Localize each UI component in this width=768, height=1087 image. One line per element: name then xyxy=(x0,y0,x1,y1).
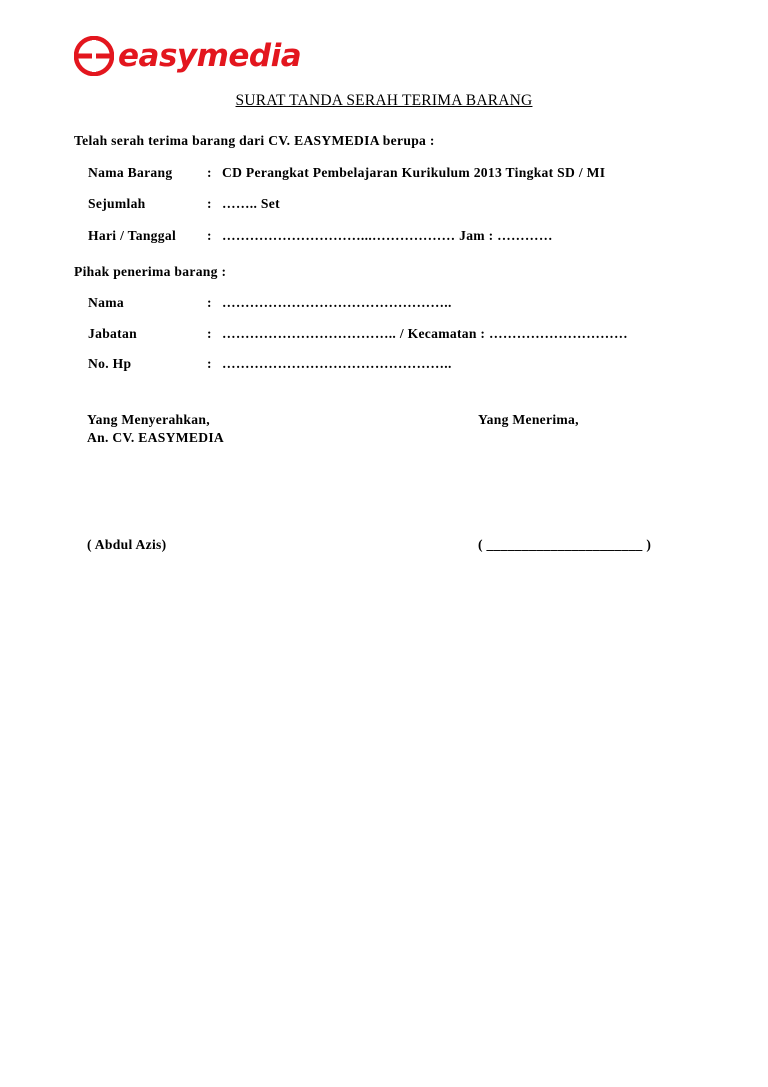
item-label: Sejumlah xyxy=(88,196,146,211)
receiver-value: ………………………………………….. xyxy=(222,356,452,371)
signature-right-role: Yang Menerima, xyxy=(478,412,579,427)
document-title: SURAT TANDA SERAH TERIMA BARANG xyxy=(235,92,533,109)
receiver-colon: : xyxy=(207,295,212,310)
receiver-colon: : xyxy=(207,356,212,371)
easymedia-logo-icon xyxy=(74,36,114,76)
item-label: Nama Barang xyxy=(88,165,173,180)
signature-left-name: ( Abdul Azis) xyxy=(87,537,167,552)
receiver-value: ………………………………………….. xyxy=(222,295,452,310)
receiver-heading: Pihak penerima barang : xyxy=(74,264,227,279)
item-row-nama-barang xyxy=(0,165,768,183)
item-label: Hari / Tanggal xyxy=(88,228,177,243)
signature-left-role: Yang Menyerahkan, xyxy=(87,412,210,427)
signature-left-org: An. CV. EASYMEDIA xyxy=(87,430,225,445)
item-colon: : xyxy=(207,196,212,211)
receiver-label: Jabatan xyxy=(88,326,137,341)
item-row-hari-tanggal xyxy=(0,228,768,246)
logo-text: easymedia xyxy=(118,37,302,74)
item-value: …………………………...……………… Jam : ………… xyxy=(222,228,553,243)
receiver-label: Nama xyxy=(88,295,124,310)
receiver-value: ……………………………….. / Kecamatan : ………………………… xyxy=(222,326,628,341)
item-value: …….. Set xyxy=(222,196,280,211)
item-value: CD Perangkat Pembelajaran Kurikulum 2013 Tingkat SD / MI xyxy=(222,165,606,180)
item-colon: : xyxy=(207,165,212,180)
receiver-row-jabatan xyxy=(0,326,768,344)
receiver-row-no-hp xyxy=(0,356,768,374)
item-colon: : xyxy=(207,228,212,243)
receiver-row-nama xyxy=(0,295,768,313)
signature-right-name: ( ______________________ ) xyxy=(478,537,652,552)
receiver-colon: : xyxy=(207,326,212,341)
company-logo xyxy=(74,36,301,76)
receiver-label: No. Hp xyxy=(88,356,132,371)
intro-text: Telah serah terima barang dari CV. EASYMEDIA berupa : xyxy=(74,133,435,148)
item-row-sejumlah xyxy=(0,196,768,214)
